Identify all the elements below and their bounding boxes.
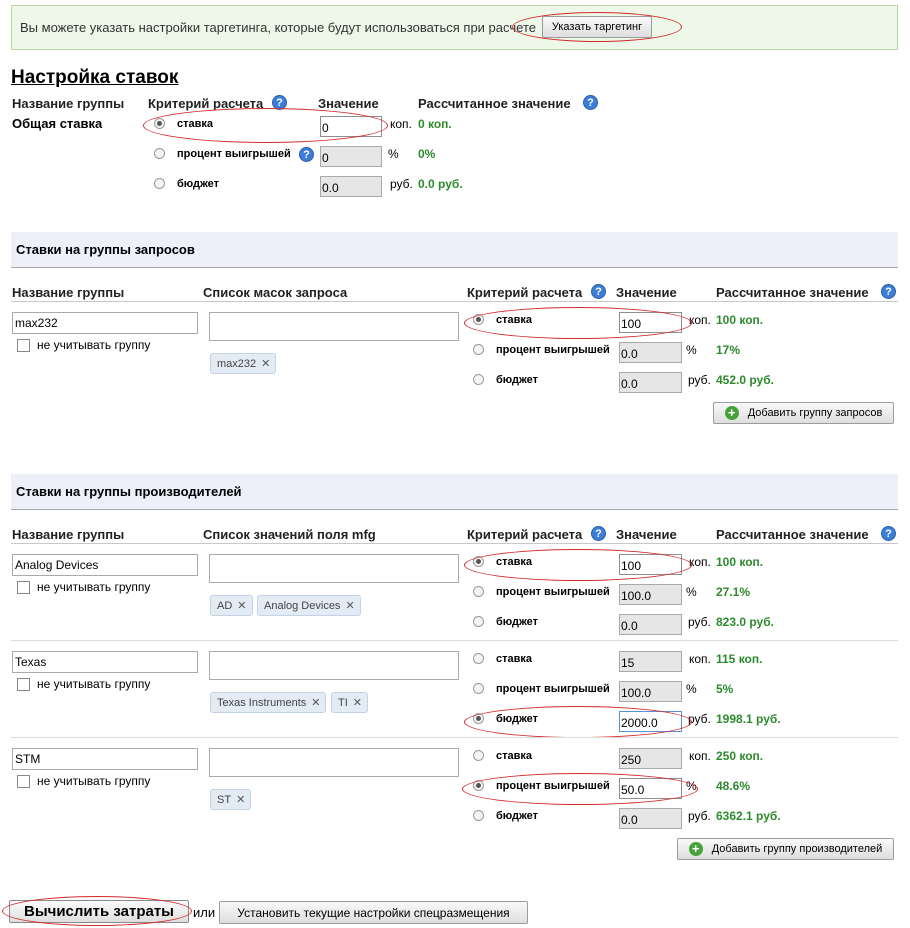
- calculated-value: 100 коп.: [716, 313, 764, 327]
- radio-budget[interactable]: [154, 178, 165, 189]
- mfg-values-input[interactable]: [209, 554, 459, 583]
- group-name-input[interactable]: [12, 651, 198, 673]
- radio-win-percent[interactable]: [473, 586, 484, 597]
- divider: [11, 737, 898, 738]
- option-label-win-percent: процент выигрышей: [496, 586, 610, 598]
- calculated-value: 250 коп.: [716, 749, 764, 763]
- add-manufacturer-group-button[interactable]: + Добавить группу производителей: [677, 838, 894, 860]
- col-header-calculated: Рассчитанное значение: [716, 285, 869, 300]
- ignore-group-checkbox[interactable]: [17, 581, 30, 594]
- option-label-win-percent: процент выигрышей: [177, 148, 291, 160]
- radio-budget[interactable]: [473, 374, 484, 385]
- col-header-masks: Список масок запроса: [203, 285, 348, 300]
- unit-label: коп.: [689, 652, 711, 666]
- option-label-bid: ставка: [177, 118, 214, 130]
- ignore-group-checkbox[interactable]: [17, 775, 30, 788]
- mask-tag: max232 ✕: [210, 353, 276, 374]
- win-percent-value-input: [619, 681, 682, 702]
- mfg-tag: Analog Devices ✕: [257, 595, 361, 616]
- radio-win-percent[interactable]: [473, 683, 484, 694]
- unit-label: руб.: [390, 177, 413, 191]
- option-label-budget: бюджет: [177, 178, 220, 190]
- col-header-criterion: Критерий расчета: [467, 527, 583, 542]
- mfg-tag: AD ✕: [210, 595, 253, 616]
- option-label-win-percent: процент выигрышей: [496, 344, 610, 356]
- col-header-criterion: Критерий расчета: [467, 285, 583, 300]
- radio-budget[interactable]: [473, 616, 484, 627]
- set-targeting-button[interactable]: Указать таргетинг: [542, 16, 652, 38]
- calculated-value: 1998.1 руб.: [716, 712, 781, 726]
- budget-value-input: [619, 808, 682, 829]
- col-header-value: Значение: [616, 527, 677, 542]
- budget-value-input[interactable]: [619, 711, 682, 732]
- mfg-values-input[interactable]: [209, 748, 459, 777]
- unit-label: коп.: [689, 749, 711, 763]
- radio-win-percent[interactable]: [473, 344, 484, 355]
- help-icon[interactable]: ?: [299, 147, 314, 162]
- help-icon[interactable]: ?: [272, 95, 287, 110]
- col-header-group-name: Название группы: [12, 527, 125, 542]
- divider: [11, 640, 898, 641]
- calculated-value: 27.1%: [716, 585, 751, 599]
- unit-label: руб.: [688, 373, 711, 387]
- help-icon[interactable]: ?: [591, 284, 606, 299]
- remove-tag-icon[interactable]: ✕: [311, 697, 321, 709]
- col-header-calculated: Рассчитанное значение: [418, 96, 571, 111]
- calculated-value: 5%: [716, 682, 734, 696]
- group-name-input[interactable]: [12, 312, 198, 334]
- col-header-criterion: Критерий расчета: [148, 96, 264, 111]
- calculated-value: 452.0 руб.: [716, 373, 774, 387]
- radio-bid[interactable]: [154, 118, 165, 129]
- option-label-budget: бюджет: [496, 374, 539, 386]
- plus-icon: +: [689, 842, 703, 856]
- ignore-group-label: не учитывать группу: [37, 774, 151, 788]
- ignore-group-checkbox[interactable]: [17, 339, 30, 352]
- group-name-input[interactable]: [12, 554, 198, 576]
- radio-budget[interactable]: [473, 713, 484, 724]
- option-label-bid: ставка: [496, 653, 533, 665]
- budget-value-input: [320, 176, 382, 197]
- col-header-mfg-values: Список значений поля mfg: [203, 527, 376, 542]
- help-icon[interactable]: ?: [881, 284, 896, 299]
- calculated-value: 48.6%: [716, 779, 751, 793]
- calculated-value: 6362.1 руб.: [716, 809, 781, 823]
- mfg-tag: Texas Instruments ✕: [210, 692, 326, 713]
- group-name-input[interactable]: [12, 748, 198, 770]
- option-label-win-percent: процент выигрышей: [496, 780, 610, 792]
- calculated-value: 100 коп.: [716, 555, 764, 569]
- ignore-group-label: не учитывать группу: [37, 580, 151, 594]
- calculated-value: 0.0 руб.: [418, 177, 463, 191]
- unit-label: руб.: [688, 712, 711, 726]
- ignore-group-label: не учитывать группу: [37, 677, 151, 691]
- win-percent-value-input: [619, 584, 682, 605]
- help-icon[interactable]: ?: [583, 95, 598, 110]
- col-header-value: Значение: [616, 285, 677, 300]
- radio-bid[interactable]: [473, 750, 484, 761]
- unit-label: руб.: [688, 615, 711, 629]
- remove-tag-icon[interactable]: ✕: [236, 794, 246, 806]
- budget-value-input: [619, 614, 682, 635]
- calculated-value: 17%: [716, 343, 741, 357]
- manufacturers-section-title: Ставки на группы производителей: [16, 484, 242, 499]
- win-percent-value-input[interactable]: [619, 778, 682, 799]
- option-label-bid: ставка: [496, 750, 533, 762]
- manufacturers-section-header: [11, 474, 898, 510]
- mfg-tag: ST ✕: [210, 789, 251, 810]
- remove-tag-icon[interactable]: ✕: [237, 600, 247, 612]
- bid-value-input: [619, 748, 682, 769]
- unit-label: коп.: [390, 117, 412, 131]
- bid-value-input[interactable]: [619, 554, 682, 575]
- radio-win-percent[interactable]: [154, 148, 165, 159]
- radio-budget[interactable]: [473, 810, 484, 821]
- radio-bid[interactable]: [473, 556, 484, 567]
- unit-label: %: [686, 343, 697, 357]
- bid-value-input[interactable]: [320, 116, 382, 137]
- win-percent-value-input: [320, 146, 382, 167]
- page-title: Настройка ставок: [11, 67, 179, 88]
- general-group-name: Общая ставка: [12, 116, 103, 131]
- divider: [11, 543, 898, 544]
- calculated-value: 823.0 руб.: [716, 615, 774, 629]
- unit-label: коп.: [689, 555, 711, 569]
- ignore-group-label: не учитывать группу: [37, 338, 151, 352]
- calculated-value: 0 коп.: [418, 117, 452, 131]
- queries-section-header: [11, 232, 898, 268]
- win-percent-value-input: [619, 342, 682, 363]
- apply-settings-button[interactable]: Установить текущие настройки спецразмещения: [219, 901, 528, 924]
- col-header-calculated: Рассчитанное значение: [716, 527, 869, 542]
- col-header-group-name: Название группы: [12, 285, 125, 300]
- help-icon[interactable]: ?: [881, 526, 896, 541]
- option-label-win-percent: процент выигрышей: [496, 683, 610, 695]
- bid-value-input[interactable]: [619, 312, 682, 333]
- option-label-budget: бюджет: [496, 810, 539, 822]
- calculated-value: 0%: [418, 147, 436, 161]
- unit-label: %: [686, 779, 697, 793]
- col-header-group-name: Название группы: [12, 96, 125, 111]
- help-icon[interactable]: ?: [591, 526, 606, 541]
- option-label-bid: ставка: [496, 556, 533, 568]
- mfg-values-input[interactable]: [209, 651, 459, 680]
- add-query-group-button[interactable]: + Добавить группу запросов: [713, 402, 894, 424]
- budget-value-input: [619, 372, 682, 393]
- col-header-value: Значение: [318, 96, 379, 111]
- divider: [11, 301, 898, 302]
- remove-tag-icon[interactable]: ✕: [261, 358, 271, 370]
- masks-input[interactable]: [209, 312, 459, 341]
- unit-label: %: [686, 682, 697, 696]
- radio-win-percent[interactable]: [473, 780, 484, 791]
- or-label: или: [193, 905, 216, 920]
- calculate-costs-button[interactable]: Вычислить затраты: [9, 900, 189, 923]
- unit-label: коп.: [689, 313, 711, 327]
- remove-tag-icon[interactable]: ✕: [345, 600, 355, 612]
- plus-icon: +: [725, 406, 739, 420]
- unit-label: руб.: [688, 809, 711, 823]
- option-label-budget: бюджет: [496, 713, 539, 725]
- bid-value-input: [619, 651, 682, 672]
- calculated-value: 115 коп.: [716, 652, 763, 666]
- unit-label: %: [388, 147, 399, 161]
- targeting-notice-text: Вы можете указать настройки таргетинга, которые будут использоваться при расчете: [20, 20, 536, 35]
- mfg-tag: TI ✕: [331, 692, 368, 713]
- option-label-budget: бюджет: [496, 616, 539, 628]
- radio-bid[interactable]: [473, 314, 484, 325]
- option-label-bid: ставка: [496, 314, 533, 326]
- queries-section-title: Ставки на группы запросов: [16, 242, 195, 257]
- unit-label: %: [686, 585, 697, 599]
- remove-tag-icon[interactable]: ✕: [352, 697, 362, 709]
- ignore-group-checkbox[interactable]: [17, 678, 30, 691]
- radio-bid[interactable]: [473, 653, 484, 664]
